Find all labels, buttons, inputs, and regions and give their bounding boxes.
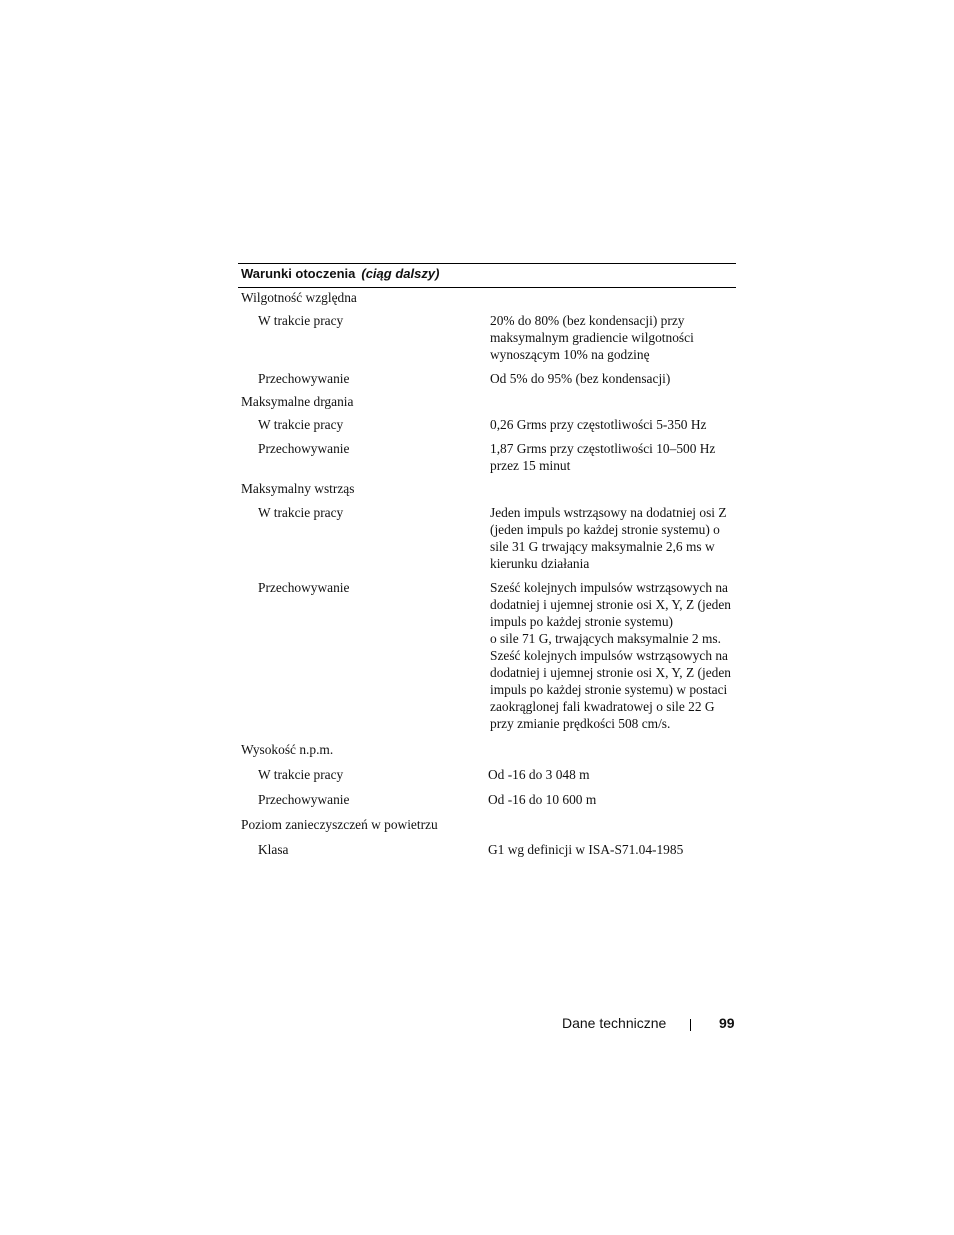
environment-table <box>238 263 736 857</box>
vibration-label: Maksymalne drgania <box>241 394 354 409</box>
shock-storage-value-part-2: o sile 71 G, trwających maksymalnie 2 ms. <box>490 631 721 646</box>
altitude-storage-value: Od -16 do 10 600 m <box>488 792 597 807</box>
table-continued-note: (ciąg dalszy) <box>361 266 440 281</box>
humidity-label: Wilgotność względna <box>241 290 357 305</box>
humidity-storage-value: Od 5% do 95% (bez kondensacji) <box>490 371 671 386</box>
vibration-storage-label: Przechowywanie <box>258 441 350 456</box>
shock-storage-value-part-3: Sześć kolejnych impulsów wstrząsowych na dodatniej i ujemnej stronie osi X, Y, Z (jeden impuls po każdej stronie systemu) w postaci zaokrąglonej fali kwadratowej o sile 22 G przy zmianie prędkości 508 cm/s. <box>490 648 731 731</box>
vibration-operating-label: W trakcie pracy <box>258 417 344 432</box>
footer-section-title: Dane techniczne <box>562 1015 667 1031</box>
shock-storage-value <box>490 579 736 732</box>
table-header <box>238 264 736 288</box>
table-title <box>241 266 439 281</box>
contaminants-class-value: G1 wg definicji w ISA-S71.04-1985 <box>488 842 684 857</box>
page-number: 99 <box>719 1015 735 1031</box>
altitude-operating-label: W trakcie pracy <box>258 767 344 782</box>
contaminants-label: Poziom zanieczyszczeń w powietrzu <box>241 817 438 832</box>
table-title-text: Warunki otoczenia <box>241 266 356 281</box>
vibration-operating-value: 0,26 Grms przy częstotliwości 5-350 Hz <box>490 417 707 432</box>
humidity-storage-label: Przechowywanie <box>258 371 350 386</box>
altitude-operating-value: Od -16 do 3 048 m <box>488 767 590 782</box>
shock-operating-label: W trakcie pracy <box>258 505 344 520</box>
vibration-storage-value: 1,87 Grms przy częstotliwości 10–500 Hz przez 15 minut <box>490 441 716 473</box>
shock-label: Maksymalny wstrząs <box>241 481 355 496</box>
altitude-label: Wysokość n.p.m. <box>241 742 334 757</box>
humidity-operating-value: 20% do 80% (bez kondensacji) przy maksymalnym gradiencie wilgotności wynoszącym 10% na godzinę <box>490 313 694 362</box>
footer-separator <box>690 1019 691 1031</box>
shock-storage-label: Przechowywanie <box>258 580 350 595</box>
humidity-operating-label: W trakcie pracy <box>258 313 344 328</box>
shock-operating-value: Jeden impuls wstrząsowy na dodatniej osi Z (jeden impuls po każdej stronie systemu) o sile 31 G trwający maksymalnie 2,6 ms w kierunku działania <box>490 505 727 571</box>
contaminants-class-label: Klasa <box>258 842 289 857</box>
altitude-storage-label: Przechowywanie <box>258 792 350 807</box>
shock-storage-value-part-1: Sześć kolejnych impulsów wstrząsowych na dodatniej i ujemnej stronie osi X, Y, Z (jeden impuls po każdej stronie systemu) <box>490 580 731 629</box>
